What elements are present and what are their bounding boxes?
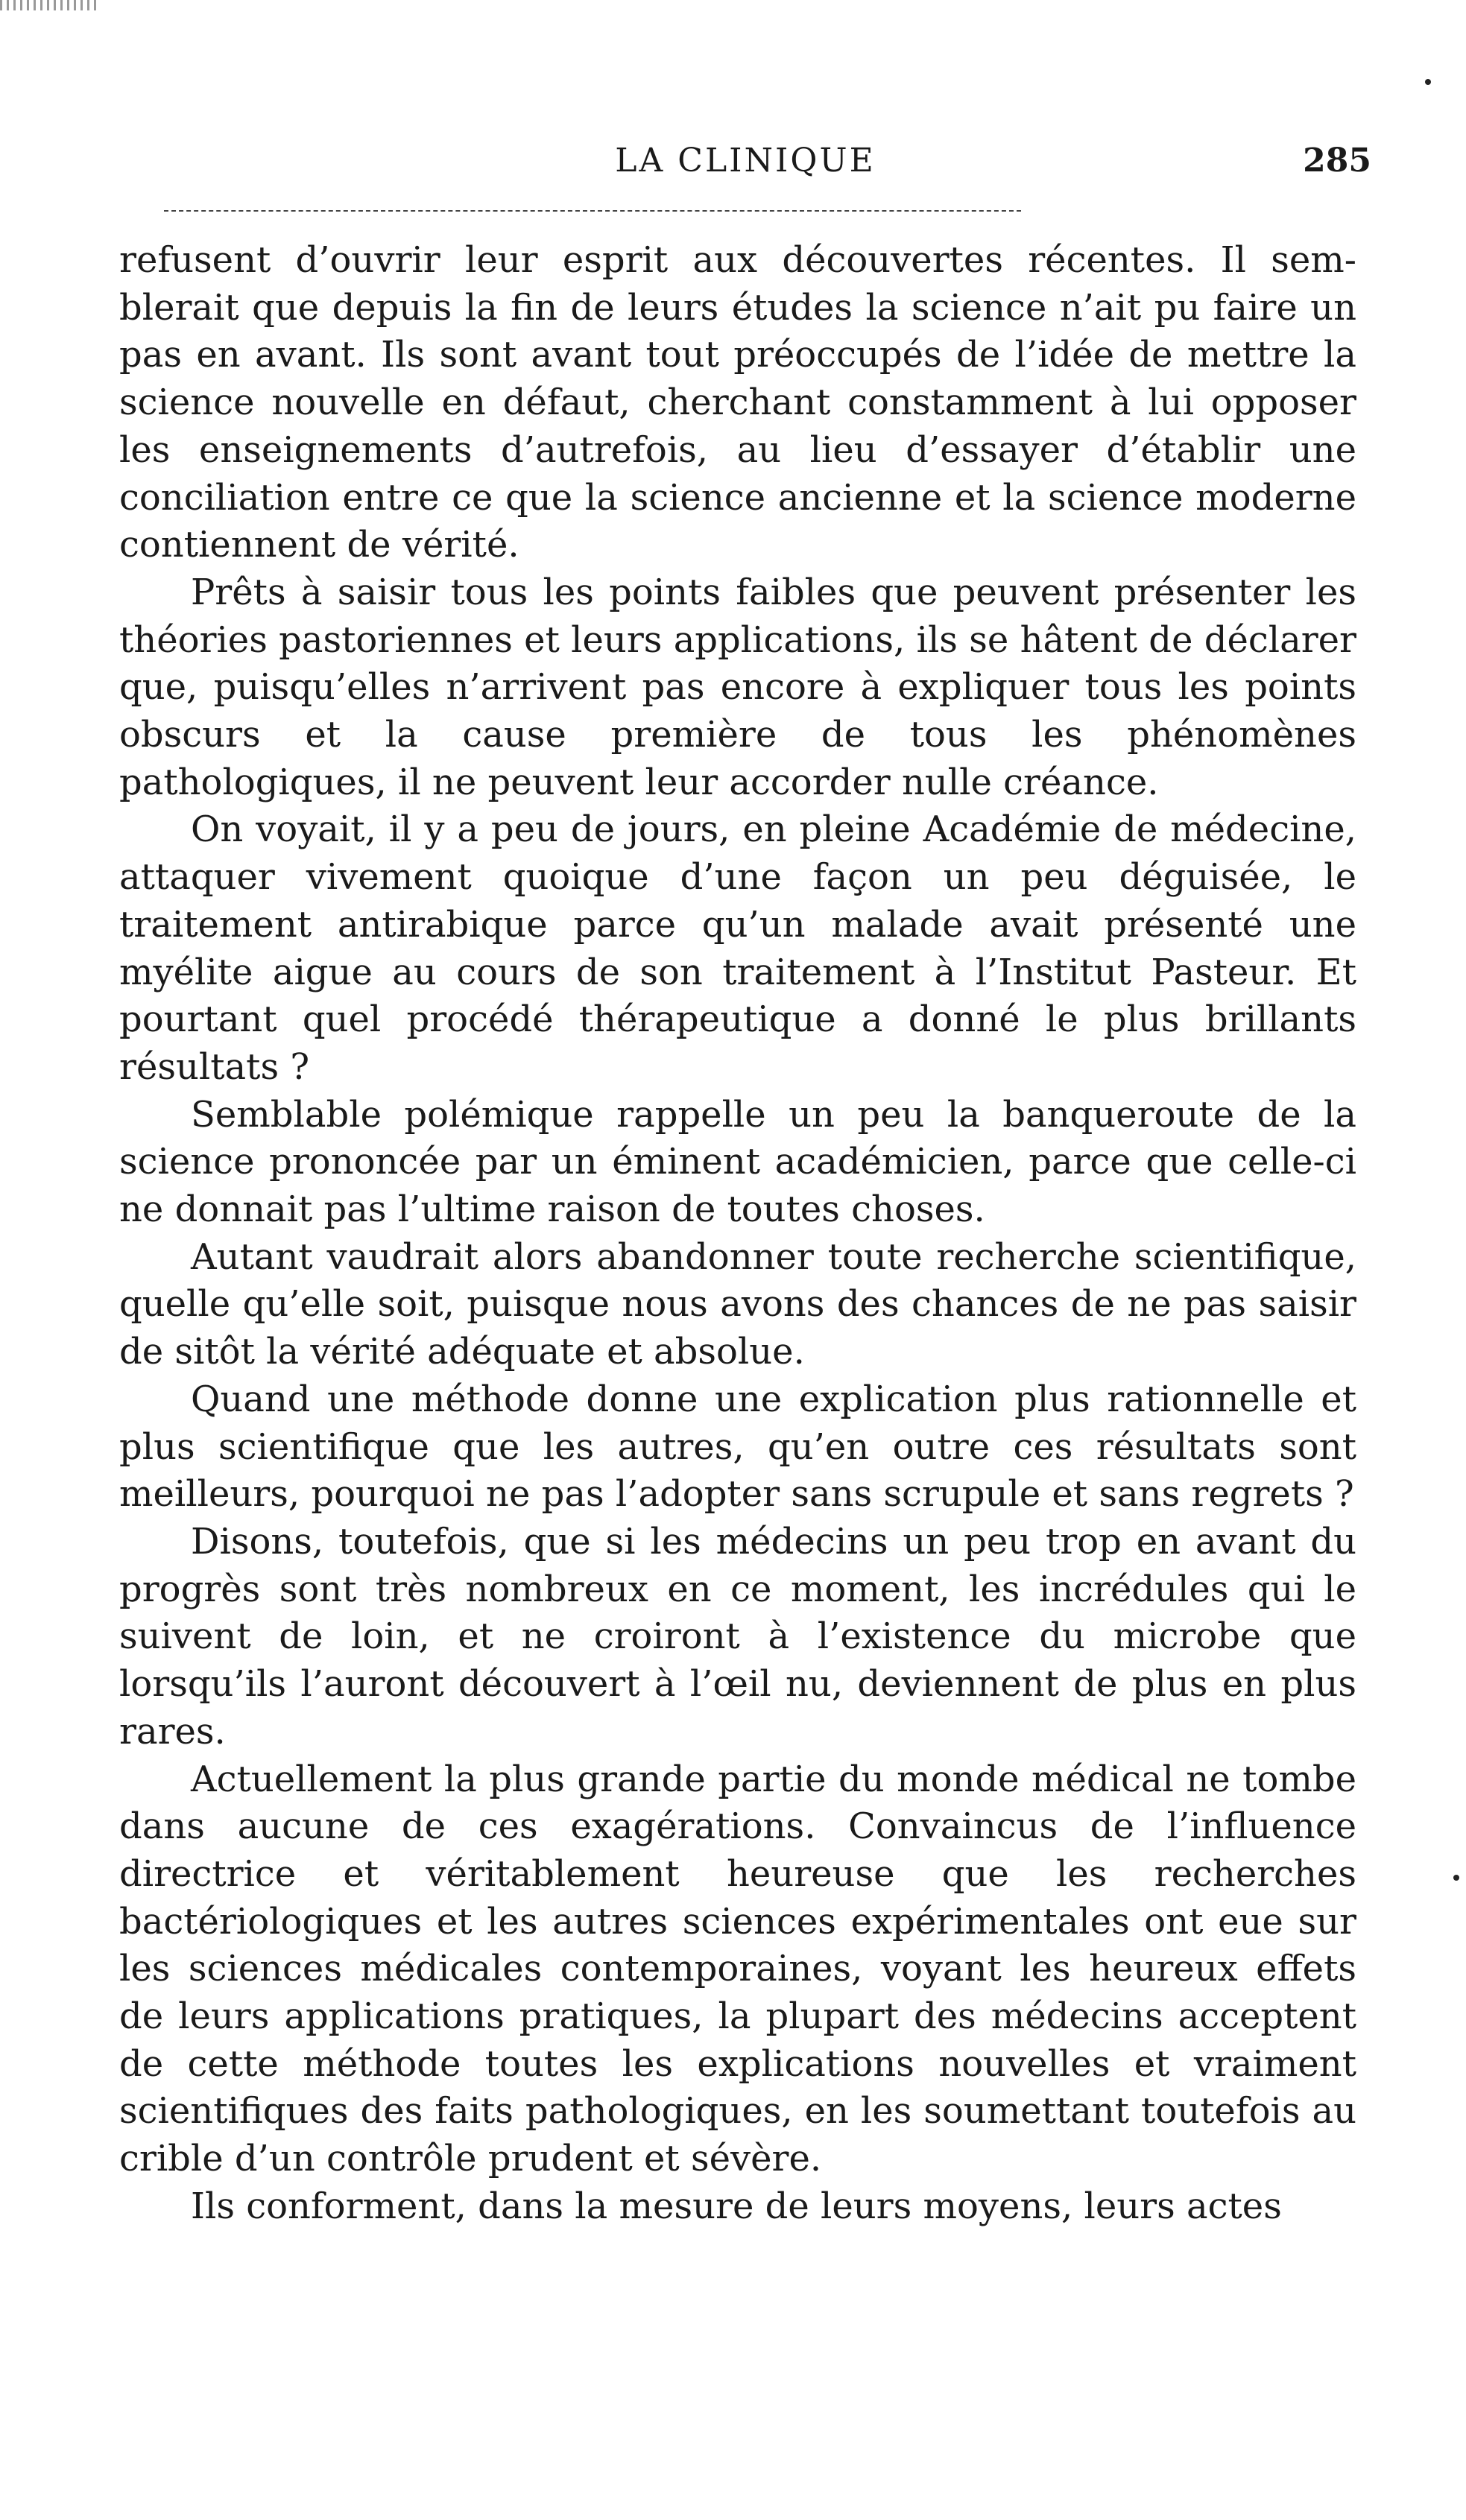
header-rule (164, 210, 1021, 212)
paragraph-7: Disons, toutefois, que si les médecins un peu trop en avant du progrès sont très nombreux en ce moment, les incrédules qui le suivent de loin, et ne croiront à l’existence du microbe que lorsqu’ils l’auront découvert à l’œil nu, deviennent de plus en plus rares. (119, 1520, 1356, 1753)
paragraph-5: Autant vaudrait alors abandonner toute recherche scientifique, quelle qu’elle soit, puisque nous avons des chances de ne pas saisir de sitôt la vérité adéquate et absolue. (119, 1235, 1356, 1373)
paragraph-4: Semblable polémique rappelle un peu la banqueroute de la science prononcée par un éminent académicien, parce que celle-ci ne donnait pas l’ultime raison de toutes choses. (119, 1093, 1356, 1231)
paragraph-8: Actuellement la plus grande partie du monde médical ne tombe dans aucune de ces exagérations. Convaincus de l’influence directrice et véritablement heureuse que les recherches bactériologiques et les autres sciences expérimentales ont eue sur les sciences médicales contemporaines, voyant les heureux effets de leurs applications pratiques, la plupart des médecins acceptent de cette méthode toutes les explications nouvelles et vraiment scientifiques des faits pathologiques, en les soumettant toutefois au crible d’un contrôle prudent et sévère. (119, 1758, 1356, 2180)
scan-edge-mark (0, 0, 97, 10)
margin-speck (1453, 1875, 1459, 1881)
paragraph-2: Prêts à saisir tous les points faibles que peuvent présenter les théories pastoriennes et leurs applications, ils se hâtent de déclarer que, puisqu’elles n’arrivent pas encore à expliquer tous les points obscurs et la cause première de tous les phénomènes pathologiques, il ne peuvent leur accorder nulle créance. (119, 571, 1356, 803)
margin-speck (1425, 79, 1431, 85)
paragraph-9: Ils conforment, dans la mesure de leurs moyens, leurs actes (191, 2185, 1282, 2227)
body-text (119, 237, 1356, 2231)
page-number: 285 (1303, 142, 1371, 180)
paragraph-3: On voyait, il y a peu de jours, en pleine Académie de médecine, attaquer vivement quoique d’une façon un peu déguisée, le traitement antirabique parce qu’un malade avait présenté une myélite aigue au cours de son traitement à l’Institut Pasteur. Et pourtant quel procédé thérapeutique a donné le plus brillants résultats ? (119, 808, 1356, 1088)
paragraph-6: Quand une méthode donne une explication plus rationnelle et plus scientifique que les autres, qu’en outre ces résultats sont meilleurs, pourquoi ne pas l’adopter sans scrupule et sans regrets ? (119, 1378, 1356, 1516)
paragraph-1: refusent d’ouvrir leur esprit aux découvertes récentes. Il semblerait que depuis la fin de leurs études la science n’ait pu faire un pas en avant. Ils sont avant tout préoccupés de l’idée de mettre la science nouvelle en défaut, cherchant constamment à lui opposer les enseignements d’autrefois, au lieu d’essayer d’établir une conciliation entre ce que la science ancienne et la science moderne contiennent de vérité. (119, 239, 1356, 566)
running-title: LA CLINIQUE (615, 142, 876, 180)
page-header (119, 142, 1371, 201)
